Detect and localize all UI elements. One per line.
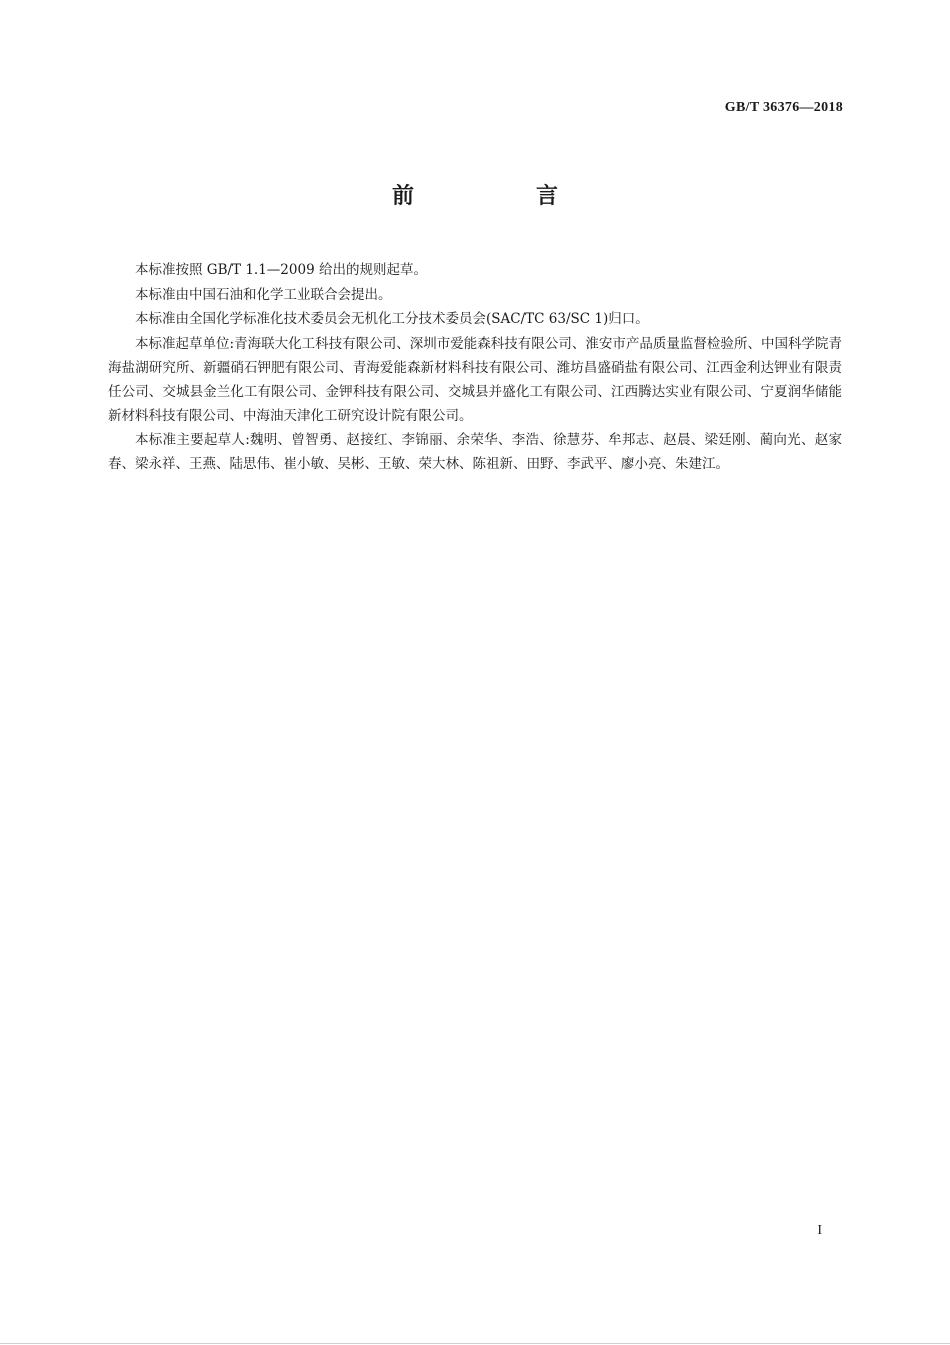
foreword-body — [108, 258, 842, 477]
paragraph-drafters: 本标准主要起草人:魏明、曾智勇、赵接红、李锦丽、余荣华、李浩、徐慧芬、牟邦志、赵晨、梁廷刚、蔺向光、赵家春、梁永祥、王燕、陆思伟、崔小敏、吴彬、王敏、荣大林、陈祖新、田野、李武平、廖小亮、朱建江。 — [108, 432, 842, 472]
page-title: 前 言 — [391, 184, 608, 209]
paragraph-proposer: 本标准由中国石油和化学工业联合会提出。 — [135, 286, 392, 303]
page-number: I — [817, 1223, 822, 1238]
paragraph-administration: 本标准由全国化学标准化技术委员会无机化工分技术委员会(SAC/TC 63/SC 1)归口。 — [135, 311, 649, 327]
page-bottom-divider — [0, 1343, 950, 1344]
paragraph-drafting-rules: 本标准按照 GB/T 1.1—2009 给出的规则起草。 — [135, 262, 427, 278]
standard-code: GB/T 36376—2018 — [724, 100, 843, 115]
paragraph-drafting-units: 本标准起草单位:青海联大化工科技有限公司、深圳市爱能森科技有限公司、淮安市产品质量监督检验所、中国科学院青海盐湖研究所、新疆硝石钾肥有限公司、青海爱能森新材料科技有限公司、潍坊昌盛硝盐有限公司、江西金利达钾业有限责任公司、交城县金兰化工有限公司、金钾科技有限公司、交城县并盛化工有限公司、江西腾达实业有限公司、宁夏润华储能新材料科技有限公司、中海油天津化工研究设计院有限公司。 — [108, 335, 842, 424]
